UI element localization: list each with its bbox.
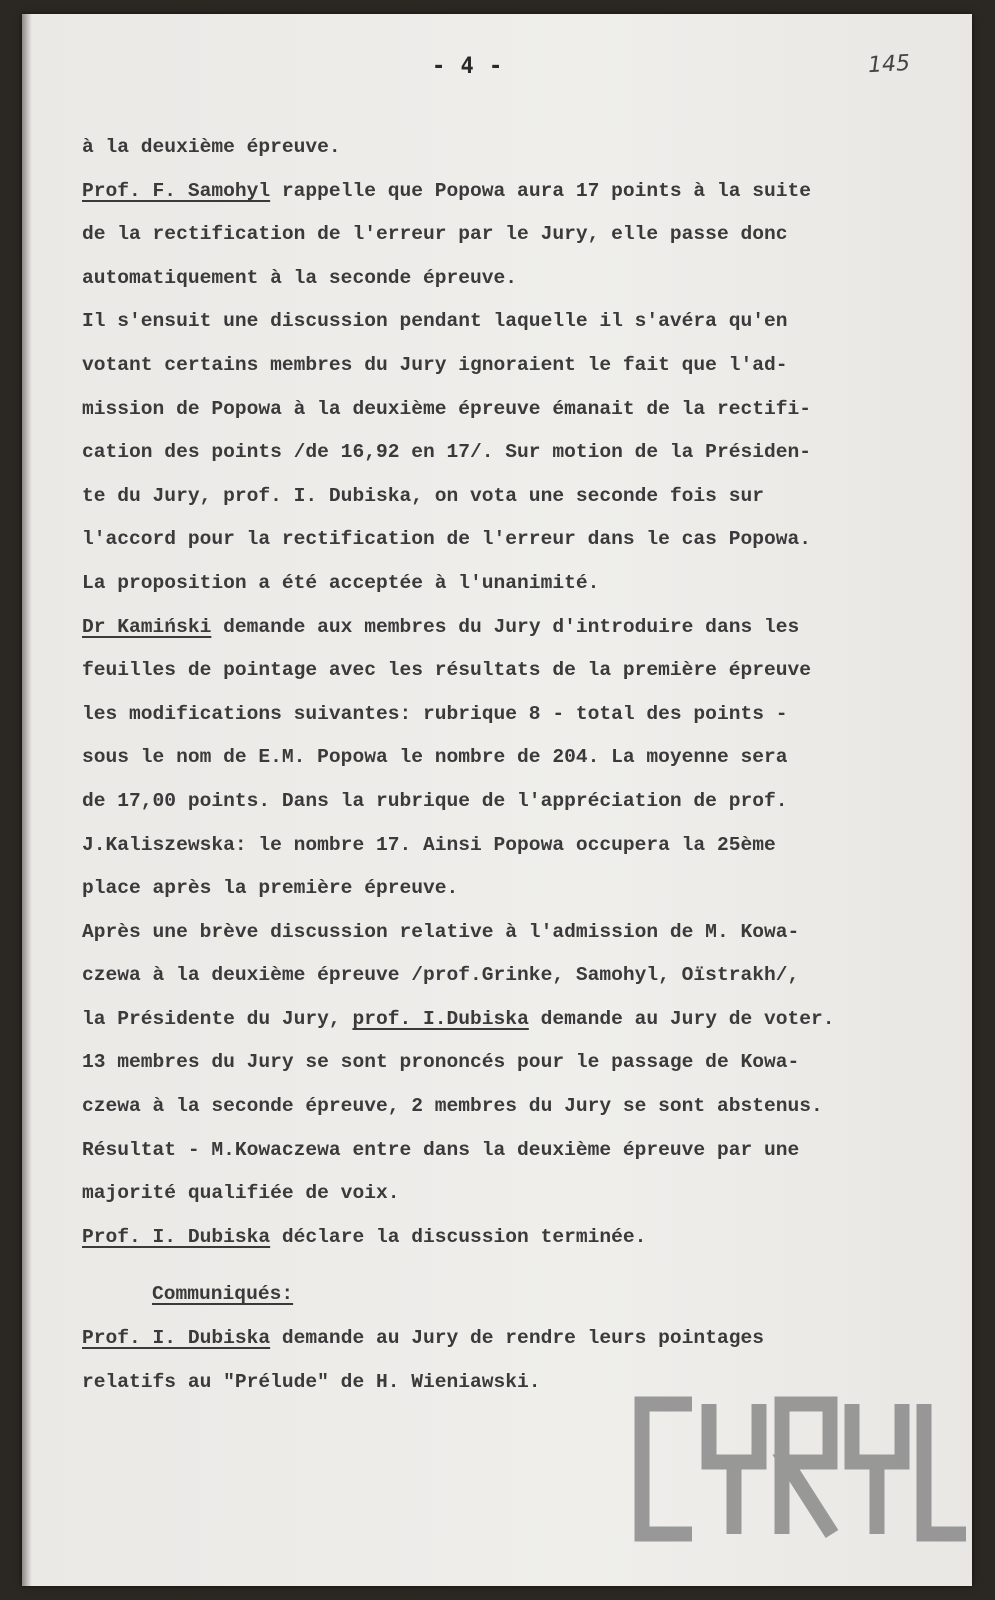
speaker-name: prof. I.Dubiska (352, 1007, 529, 1030)
section-heading (82, 1273, 942, 1317)
text-segment: la Présidente du Jury, (82, 1007, 353, 1030)
text-segment: demande au Jury de voter. (528, 1007, 835, 1030)
text-line: feuilles de pointage avec les résultats de la première épreuve (82, 659, 812, 682)
text-line (82, 606, 942, 650)
text-line: les modifications suivantes: rubrique 8 - total des points - (82, 702, 788, 725)
text-line: czewa à la seconde épreuve, 2 membres du Jury se sont abstenus. (82, 1095, 823, 1118)
typed-text-body (82, 126, 942, 1404)
text-line: te du Jury, prof. I. Dubiska, on vota une seconde fois sur (82, 484, 764, 507)
text-line: Après une brève discussion relative à l'admission de M. Kowa- (82, 920, 800, 943)
text-line: mission de Popowa à la deuxième épreuve émanait de la rectifi- (82, 397, 812, 420)
text-line: de la rectification de l'erreur par le Jury, elle passe donc (82, 223, 788, 246)
speaker-name: Prof. I. Dubiska (82, 1225, 271, 1248)
text-line (82, 998, 942, 1042)
text-line: 13 membres du Jury se sont prononcés pour le passage de Kowa- (82, 1051, 800, 1074)
text-line: sous le nom de E.M. Popowa le nombre de 204. La moyenne sera (82, 746, 788, 769)
page-number: - 4 - (432, 54, 504, 79)
section-heading-text: Communiqués: (152, 1283, 294, 1306)
text-line: relatifs au "Prélude" de H. Wieniawski. (82, 1370, 541, 1393)
text-line: czewa à la deuxième épreuve /prof.Grinke, Samohyl, Oïstrakh/, (82, 964, 800, 987)
text-line (82, 1317, 942, 1361)
text-line: La proposition a été acceptée à l'unanimité. (82, 571, 600, 594)
text-line (82, 1216, 942, 1260)
speaker-name: Prof. F. Samohyl (82, 179, 271, 202)
text-segment: rappelle que Popowa aura 17 points à la suite (270, 179, 812, 202)
text-line: automatiquement à la seconde épreuve. (82, 266, 518, 289)
document-page (22, 14, 972, 1586)
text-line: majorité qualifiée de voix. (82, 1182, 400, 1205)
text-line: de 17,00 points. Dans la rubrique de l'appréciation de prof. (82, 789, 788, 812)
speaker-name: Dr Kamiński (82, 615, 212, 638)
text-line: J.Kaliszewska: le nombre 17. Ainsi Popowa occupera la 25ème (82, 833, 776, 856)
text-line: Résultat - M.Kowaczewa entre dans la deuxième épreuve par une (82, 1138, 800, 1161)
page-binding-shadow (22, 14, 32, 1586)
text-line: l'accord pour la rectification de l'erreur dans le cas Popowa. (82, 528, 812, 551)
text-line: à la deuxième épreuve. (82, 136, 341, 158)
text-line: cation des points /de 16,92 en 17/. Sur motion de la Présiden- (82, 441, 812, 464)
handwritten-folio-number: 145 (867, 50, 911, 79)
cyryl-watermark-logo (634, 1396, 969, 1542)
text-segment: demande au Jury de rendre leurs pointages (270, 1327, 764, 1350)
text-line (82, 170, 942, 214)
speaker-name: Prof. I. Dubiska (82, 1327, 271, 1350)
text-segment: demande aux membres du Jury d'introduire dans les (211, 615, 800, 638)
text-line: Il s'ensuit une discussion pendant laquelle il s'avéra qu'en (82, 310, 788, 333)
text-segment: déclare la discussion terminée. (270, 1225, 647, 1248)
text-line: votant certains membres du Jury ignoraient le fait que l'ad- (82, 353, 788, 376)
text-line: place après la première épreuve. (82, 877, 459, 900)
